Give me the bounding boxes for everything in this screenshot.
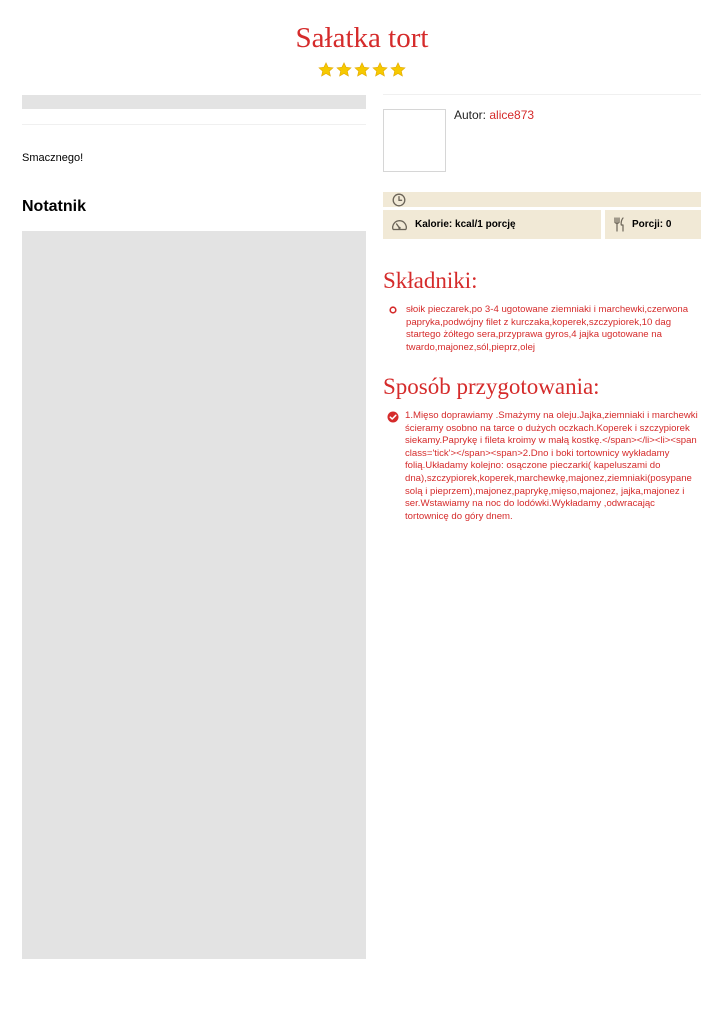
portions-text: Porcji: 0 (632, 219, 672, 230)
ingredient-text: słoik pieczarek,po 3-4 ugotowane ziemniaki i marchewki,czerwona papryka,podwójny filet z kurczaka,koperek,szczypiorek,10 dag startego żółtego sera,przyprawa gyros,4 jajka ugotowane na twardo,majonez,sól,pieprz,olej (406, 304, 689, 353)
calories-text: Kalorie: kcal/1 porcję (415, 219, 516, 230)
star-icon (318, 62, 334, 78)
method-list (387, 410, 701, 523)
time-bar (383, 192, 701, 207)
method-title: Sposób przygotowania: (383, 374, 600, 399)
author-label: Autor: (454, 108, 487, 122)
clock-icon (392, 193, 406, 207)
circle-bullet-icon (389, 306, 397, 314)
star-icon (390, 62, 406, 78)
star-icon (372, 62, 388, 78)
star-icon (336, 62, 352, 78)
check-circle-icon (387, 411, 399, 423)
right-divider (383, 94, 701, 95)
notebook-title: Notatnik (22, 198, 86, 215)
list-item (387, 304, 701, 354)
step-text: 1.Mięso doprawiamy .Smażymy na oleju.Jajka,ziemniaki i marchewki ścieramy osobno na tarce o dużych oczkach.Koperek i szczypiorek siekamy.Paprykę i fileta kroimy w małą kostkę.</span></li><li><span class='tick'></span><span>2.Dno i boki tortownicy wykładamy folią.Układamy kolejno: osączone pieczarki( kapeluszami do dna),szczypiorek,koperek,marchewkę,majonez,ziemniaki(posypane solą i pieprzem),majonez,paprykę,mięso,majonez, jajka,majonez i ser.Wstawiamy na noc do lodówki.Wykładamy ,odwracając tortownicę do góry dnem. (405, 410, 698, 522)
rating-stars (0, 62, 724, 78)
left-top-bar (22, 95, 366, 109)
gauge-icon (391, 218, 408, 231)
author-name-link[interactable]: alice873 (489, 108, 535, 122)
ingredients-title: Składniki: (383, 268, 478, 293)
list-item (387, 410, 701, 523)
left-divider (22, 124, 366, 125)
portions-box (605, 210, 701, 239)
cutlery-icon (613, 217, 625, 232)
author-avatar (383, 109, 446, 172)
notebook-area[interactable] (22, 231, 366, 959)
star-icon (354, 62, 370, 78)
author-line (454, 108, 534, 122)
closing-text: Smacznego! (22, 152, 84, 164)
recipe-title: Sałatka tort (295, 22, 429, 54)
ingredients-list (387, 304, 701, 354)
calories-box (383, 210, 601, 239)
